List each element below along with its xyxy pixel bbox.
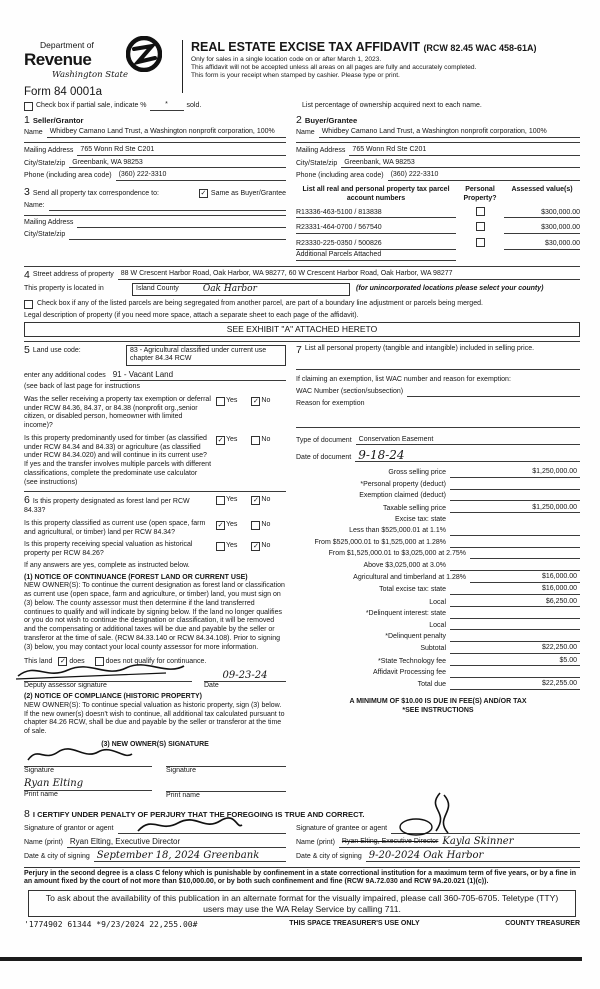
section6: [24, 495, 286, 801]
tax-label: Total due: [417, 681, 446, 689]
partial-sale-label: Check box if partial sale, indicate %: [36, 101, 147, 109]
county-box[interactable]: [132, 283, 350, 296]
section7: [296, 345, 580, 802]
tax-value: [450, 539, 580, 548]
parcel-col2-header: Personal Property?: [463, 186, 497, 202]
seller-phone-label: Phone (including area code): [24, 172, 112, 180]
section2-heading: Buyer/Grantee: [304, 115, 358, 125]
grantor-sig-field: [118, 825, 286, 834]
buyer-name-value: Whidbey Camano Land Trust, a Washington nonprofit corporation, 100%: [319, 128, 580, 138]
no-label: No: [261, 435, 271, 443]
located-note: (for unincorporated locations please select your county): [356, 285, 544, 293]
tax-label: Excise tax: state: [395, 515, 446, 523]
same-as-buyer-label: Same as Buyer/Grantee: [210, 190, 286, 198]
date-label: Date: [204, 682, 219, 690]
minimum-fee-note: A MINIMUM OF $10.00 IS DUE IN FEE(S) AND/OR TAX: [349, 698, 527, 705]
title-rcw: (RCW 82.45 WAC 458-61A): [423, 43, 537, 53]
tax-value: [450, 633, 580, 642]
yes-label: Yes: [226, 396, 238, 404]
buyer-section: [296, 115, 580, 261]
treasurer-row: [24, 920, 580, 930]
corr-city-field: [69, 231, 286, 240]
tax-label: *State Technology fee: [378, 657, 446, 665]
corr-mailing-label: Mailing Address: [24, 219, 74, 227]
grantor-date-city-handwritten: September 18, 2024 Greenbank: [94, 851, 286, 862]
corr-mailing-field: [77, 219, 286, 228]
does-not-label: does not qualify for continuance.: [105, 657, 207, 665]
tax-label: From $525,000.01 to $1,525,000 at 1.28%: [314, 538, 446, 546]
correspondence-section: [24, 187, 286, 199]
parcel-col1-header: List all real and personal property tax parcel account numbers: [302, 186, 450, 202]
q6-2-text: Is this property classified as current use (open space, farm and agricultural, or timber) land per RCW 84.34?: [24, 519, 206, 536]
corr-city-label: City/State/zip: [24, 231, 66, 239]
q6-2-yes-checkbox[interactable]: ✓: [217, 521, 224, 529]
certify-heading: I CERTIFY UNDER PENALTY OF PERJURY THAT THE FOREGOING IS TRUE AND CORRECT.: [32, 810, 365, 819]
seller-section: [24, 115, 296, 261]
date-of-document-label: Date of document: [296, 453, 352, 461]
street-address-value: 88 W Crescent Harbor Road, Oak Harbor, WA 98277, 60 W Crescent Harbor Road, Oak Harbor, WA 98277: [118, 270, 580, 280]
treasurer-use-only-label: THIS SPACE TREASURER'S USE ONLY: [289, 920, 420, 928]
tax-label: Local: [429, 621, 446, 629]
grantee-name-handwritten: Kayla Skinner: [442, 835, 514, 847]
q5-1-text: Was the seller receiving a property tax exemption or deferral under RCW 84.36, 84.37, or 84.38 (nonprofit org.,senior citizen, or disabled person, homeowner with limited income)?: [24, 395, 211, 429]
parcel-value: $30,000.00: [504, 240, 580, 250]
parcel-row: [296, 207, 580, 219]
buyer-phone-label: Phone (including area code): [296, 172, 384, 180]
q6-1-yes-checkbox[interactable]: [216, 496, 225, 505]
county-treasurer-label: COUNTY TREASURER: [505, 920, 580, 928]
grantee-name-struck: Ryan Elting, Executive Director: [341, 837, 439, 845]
corr-name-field: [49, 202, 286, 211]
correspondence-label: Send all property tax correspondence to:: [32, 190, 159, 198]
section8-number: 8: [24, 808, 30, 820]
tax-label: *Delinquent interest: state: [365, 610, 446, 617]
partial-percent-field: *: [150, 101, 184, 111]
tax-value: $16,000.00: [470, 573, 580, 583]
tax-value: [470, 550, 580, 559]
tax-label: Subtotal: [420, 645, 446, 653]
county-value: Island County: [136, 285, 179, 293]
q6-2-no-checkbox[interactable]: [251, 521, 260, 530]
type-of-document-value: Conservation Easement: [356, 436, 580, 446]
parcel-id: R13336-463-5100 / 813838: [296, 209, 456, 219]
header-sub1: Only for sales in a single location code on or after March 1, 2023.: [191, 55, 382, 63]
q5-2-text: Is this property predominantly used for timber (as classified under RCW 84.34 and 84.33) or agriculture (as classified under RCW 84.34.020) and will continue in its current use? If yes and the transfer involves multiple parcels with different classifications, complete the predominate use calculator (see instructions): [24, 434, 212, 486]
divider: [24, 491, 286, 492]
additional-codes-value: 91 - Vacant Land: [110, 370, 286, 381]
segregated-checkbox[interactable]: [24, 300, 33, 309]
no-label: No: [261, 496, 271, 504]
parcel-id: R23330-225-0350 / 500826: [296, 240, 456, 250]
owner-print-handwritten: Ryan Elting: [24, 778, 84, 790]
seller-mailing-label: Mailing Address: [24, 146, 74, 154]
tax-value: $16,000.00: [450, 585, 580, 595]
buyer-mailing-label: Mailing Address: [296, 146, 346, 154]
compliance-heading: (2) NOTICE OF COMPLIANCE (HISTORIC PROPERTY): [24, 693, 202, 700]
buyer-phone-value: (360) 222-3310: [388, 171, 580, 181]
section-divider: [24, 266, 580, 267]
header-divider: [182, 40, 183, 93]
see-instructions-note: *SEE INSTRUCTIONS: [402, 706, 474, 714]
continuance-body: NEW OWNER(S): To continue the current designation as forest land or classification as current use (open space, farm and agriculture, or timber) land, you must sign on (3) below. The county assessor must then determine if the land transferred continues to qualify and will indicate by signing below. If the land no longer qualifies or you do not wish to continue the designation or classification, it will be removed and the compensating or additional taxes will be due and payable by the seller or transferor at the time of sale. (RCW 84.33.140 or RCW 84.34.108). Prior to signing (3) below, you may contact your local county assessor for more information.: [24, 582, 285, 651]
tax-value: $1,250,000.00: [450, 468, 580, 478]
legal-description-label: Legal description of property (if you need more space, attach a separate sheet to each page of the affidavit).: [24, 312, 359, 320]
tax-value: [450, 562, 580, 571]
segregated-label: Check box if any of the listed parcels are being segregated from another parcel, are part of a boundary line adjustment or parcels being merged.: [37, 300, 483, 308]
partial-sale-row: [24, 101, 580, 111]
tax-value: $1,250,000.00: [450, 504, 580, 514]
tax-label: Local: [429, 598, 446, 606]
section3-number: 3: [24, 186, 30, 199]
grantee-sig-label: Signature of grantee or agent: [296, 824, 388, 832]
divider: [24, 142, 286, 143]
scan-bottom-line: [0, 957, 582, 961]
see-back-note: (see back of last page for instructions: [24, 383, 140, 390]
tax-value: [450, 527, 580, 536]
grantee-date-city-label: Date & city of signing: [296, 852, 362, 860]
divider: [296, 142, 580, 143]
grantor-date-city-label: Date & city of signing: [24, 852, 90, 860]
tax-label: Agricultural and timberland at 1.28%: [353, 574, 466, 581]
buyer-city-label: City/State/zip: [296, 159, 338, 167]
type-of-document-label: Type of document: [296, 436, 352, 444]
tax-value: [450, 610, 580, 619]
buyer-name-label: Name: [296, 129, 315, 137]
land-use-label: Land use code:: [32, 346, 81, 354]
sec6-note: If any answers are yes, complete as instructed below.: [24, 561, 190, 569]
tax-computation: [296, 468, 580, 690]
personal-property-text: List all personal property (tangible and intangible) included in selling price.: [304, 344, 535, 352]
signature-label: Signature: [166, 766, 196, 774]
tax-label: Taxable selling price: [382, 504, 446, 512]
section1-heading: Seller/Grantor: [32, 115, 84, 125]
print-name-label: Print name: [24, 791, 58, 799]
certify-heading-row: [24, 809, 580, 820]
revenue-wordmark: Revenue: [24, 49, 92, 69]
print-name-label: Print name: [166, 792, 200, 800]
parcel1-pp-checkbox[interactable]: [476, 207, 485, 216]
tax-value: $22,250.00: [450, 644, 580, 654]
tax-value: [450, 481, 580, 490]
grantee-sig-field: [391, 825, 580, 834]
tax-label: Exemption claimed (deduct): [359, 492, 446, 500]
legal-description-value: SEE EXHIBIT "A" ATTACHED HERETO: [24, 322, 580, 337]
this-land-label: This land: [24, 657, 53, 665]
tax-label: *Delinquent penalty: [385, 633, 446, 640]
grantor-name-label: Name (print): [24, 838, 63, 846]
section7-number: 7: [296, 343, 302, 356]
tax-value: [450, 517, 580, 525]
additional-codes-label: enter any additional codes: [24, 372, 106, 380]
land-use-section: [24, 345, 286, 488]
reason-exemption-field: [296, 409, 580, 428]
yes-label: Yes: [226, 520, 238, 528]
q6-1-no-checkbox[interactable]: ✓: [252, 497, 259, 505]
buyer-city-value: Greenbank, WA 98253: [341, 159, 580, 169]
parcel-table-header: [296, 186, 580, 204]
q5-2-yes-checkbox[interactable]: ✓: [217, 436, 224, 444]
owner2-signature-block: [166, 758, 286, 802]
continuance-choice-row: [24, 657, 286, 666]
q5-2-no-checkbox[interactable]: [251, 436, 260, 445]
parcel-id: R23331-464-0700 / 567540: [296, 224, 456, 234]
tax-value: [450, 669, 580, 678]
treasurer-stamp: '1774902 61344 *9/23/2024 22,255.00#: [24, 920, 198, 930]
grantee-name-label: Name (print): [296, 838, 335, 846]
tax-label: Total excise tax: state: [379, 586, 446, 594]
header: [24, 40, 580, 99]
owner-signature-block: [24, 758, 152, 802]
grantor-certify-block: [24, 822, 296, 862]
yes-label: Yes: [226, 542, 238, 550]
q6-3-text: Is this property receiving special valuation as historical property per RCW 84.26?: [24, 541, 193, 557]
q5-1-yes-checkbox[interactable]: [216, 397, 225, 406]
seller-city-label: City/State/zip: [24, 159, 66, 167]
seller-city-value: Greenbank, WA 98253: [69, 159, 286, 169]
wac-number-label: WAC Number (section/subsection): [296, 388, 404, 395]
personal-property-field: [296, 355, 580, 370]
partial-sale-checkbox[interactable]: [24, 102, 33, 111]
compliance-body: NEW OWNER(S): To continue special valuation as historic property, sign (3) below. If the new owner(s) doesn't wish to continue, all additional tax calculated pursuant to chapter 84.26 RCW, shall be due and payable by the seller or transferor at the time of sale.: [24, 701, 285, 735]
section6-number: 6: [24, 494, 30, 507]
parcel2-pp-checkbox[interactable]: [476, 222, 485, 231]
header-sub2: This affidavit will not be accepted unless all areas on all pages are fully and accurately completed.: [191, 63, 477, 71]
yes-label: Yes: [226, 496, 238, 504]
date-of-document-handwritten: 9-18-24: [355, 449, 580, 462]
county-handwritten: Oak Harbor: [202, 284, 257, 295]
title-block: [191, 40, 580, 99]
section-divider: [24, 341, 580, 342]
perjury-note: Perjury in the second degree is a class C felony which is punishable by confinement in a state correctional institution for a maximum term of five years, or by a fine in an amount fixed by the court of not more than $10,000.00, or by both such confinement and fine (RCW 9A.72.030 and RCW 9A.20.021 (1)(c)).: [24, 867, 580, 888]
parcel-value: $300,000.00: [504, 224, 580, 234]
section5-number: 5: [24, 343, 30, 356]
no-label: No: [261, 396, 271, 404]
parcel3-pp-checkbox[interactable]: [476, 238, 485, 247]
agency-block: [24, 40, 174, 99]
parcel-row: [296, 238, 580, 250]
parcel-col3-header: Assessed value(s): [511, 186, 573, 194]
tax-value: $5.00: [450, 657, 580, 667]
grantor-sig-label: Signature of grantor or agent: [24, 824, 114, 832]
located-in-label: This property is located in: [24, 285, 104, 293]
tax-label: Above $3,025,000 at 3.0%: [363, 561, 446, 569]
seller-phone-value: (360) 222-3310: [116, 171, 286, 181]
section2-number: 2: [296, 113, 302, 126]
additional-parcels-note: Additional Parcels Attached: [296, 251, 456, 261]
seller-mailing-value: 765 Wonn Rd Ste C201: [77, 146, 286, 156]
q6-3-yes-checkbox[interactable]: [216, 542, 225, 551]
tax-label: From $1,525,000.01 to $3,025,000 at 2.75%: [328, 550, 466, 558]
wac-number-field: [407, 388, 580, 397]
tty-notice: To ask about the availability of this publication in an alternate format for the visually impaired, please call 360-705-6705. Teletype (TTY) users may use the WA Relay Service by calling 711.: [28, 890, 576, 917]
land-does-checkbox[interactable]: ✓: [59, 658, 66, 666]
seller-name-label: Name: [24, 129, 43, 137]
same-as-buyer-checkbox[interactable]: ✓: [200, 190, 207, 198]
no-label: No: [261, 520, 271, 528]
tax-value: $22,255.00: [450, 680, 580, 690]
q6-3-no-checkbox[interactable]: ✓: [252, 543, 259, 551]
tax-value: [450, 492, 580, 501]
tax-label: Affidavit Processing fee: [372, 669, 446, 676]
continuance-heading: (1) NOTICE OF CONTINUANCE (FOREST LAND OR CURRENT USE): [24, 573, 248, 581]
land-does-not-checkbox[interactable]: [95, 657, 104, 666]
parcel-value: $300,000.00: [504, 209, 580, 219]
signature-label: Signature: [24, 766, 54, 774]
does-label: does: [69, 657, 85, 665]
tax-value: [450, 621, 580, 630]
wa-state-label: Washington State: [52, 69, 128, 80]
page-title: REAL ESTATE EXCISE TAX AFFIDAVIT: [191, 40, 420, 54]
tax-label: *Personal property (deduct): [360, 480, 446, 488]
section1-number: 1: [24, 113, 30, 126]
deputy-date-handwritten: 09-23-24: [204, 671, 286, 682]
form-number: Form 84 0001a: [24, 85, 102, 98]
new-owner-signature-heading: (3) NEW OWNER(S) SIGNATURE: [101, 740, 209, 748]
ownership-percent-note: List percentage of ownership acquired next to each name.: [302, 101, 482, 109]
grantee-certify-block: [296, 822, 580, 862]
buyer-mailing-value: 765 Wonn Rd Ste C201: [349, 146, 580, 156]
q6-1-text: Is this property designated as forest land per RCW 84.33?: [24, 498, 190, 514]
seller-name-value: Whidbey Camano Land Trust, a Washington nonprofit corporation, 100%: [47, 128, 286, 138]
divider: [24, 215, 286, 216]
tax-label: Gross selling price: [388, 469, 446, 477]
partial-sale-suffix: sold.: [186, 101, 202, 109]
grantee-date-city-handwritten: 9-20-2024 Oak Harbor: [366, 851, 580, 862]
yes-label: Yes: [226, 435, 238, 443]
exemption-note: If claiming an exemption, list WAC number and reason for exemption:: [296, 376, 511, 383]
corr-name-label: Name:: [24, 202, 45, 210]
grantor-name-value: Ryan Elting, Executive Director: [67, 837, 286, 848]
land-use-code-box: 83 - Agricultural classified under current use chapter 84.34 RCW: [126, 345, 286, 367]
parcel-row: [296, 222, 580, 234]
section4-number: 4: [24, 268, 30, 281]
tax-value: $6,250.00: [450, 598, 580, 608]
no-label: No: [261, 542, 271, 550]
q5-1-no-checkbox[interactable]: ✓: [252, 397, 259, 405]
dept-of-label: Department of: [40, 40, 94, 50]
header-sub3: This form is your receipt when stamped by cashier. Please type or print.: [191, 72, 400, 80]
reason-exemption-label: Reason for exemption: [296, 399, 365, 407]
deputy-signature-label: Deputy assessor signature: [24, 682, 107, 690]
street-address-label: Street address of property: [32, 271, 114, 279]
property-section: [24, 270, 580, 337]
tax-label: Less than $525,000.01 at 1.1%: [349, 527, 446, 535]
